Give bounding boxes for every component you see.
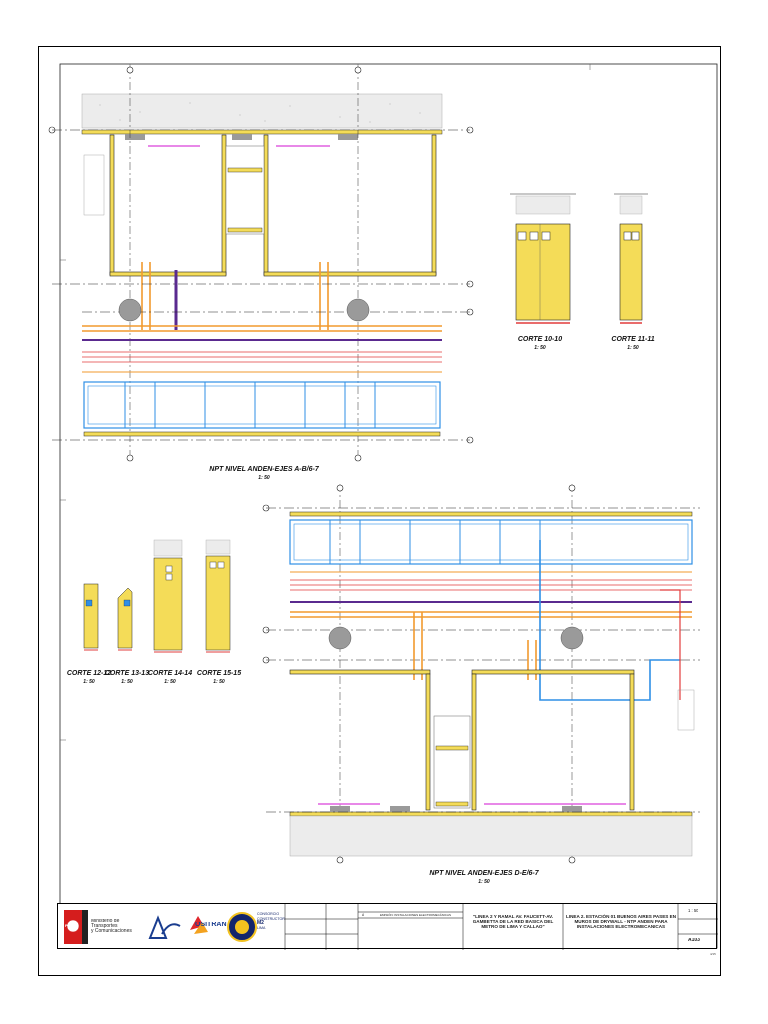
section-15-15: [206, 540, 230, 652]
revision-letter: A: [362, 913, 365, 917]
section-title: CORTE 10-10: [517, 336, 563, 343]
section-11-11: [614, 194, 648, 323]
section-14-14-caption: [145, 670, 195, 685]
section-title: CORTE 11-11: [611, 336, 655, 343]
revision-description: EMISIÓN: INSTALACIONES ELECTROMECÁNICAS: [380, 913, 451, 917]
page-counter: 4/15: [710, 952, 716, 956]
ministry-line2: y Comunicaciones: [91, 928, 132, 934]
plan-top: [49, 66, 473, 461]
section-11-11-caption: [603, 336, 663, 351]
consortium-line: CONSTRUCTOR: [257, 916, 285, 921]
section-scale: 1: 50: [83, 679, 95, 685]
sheet-number: A103: [688, 938, 700, 943]
ministry-name: [91, 919, 146, 934]
consortium-line: M2: [257, 920, 264, 927]
section-title: CORTE 15-15: [196, 670, 242, 677]
section-12-12: [84, 584, 98, 650]
plan-bottom: [263, 484, 700, 863]
section-10-10: [510, 194, 576, 323]
plan-bottom-caption: [424, 870, 544, 885]
plan-top-title: NPT NIVEL ANDEN-EJES A-B/6-7: [209, 466, 319, 473]
ministry-line1: Ministerio de Transportes: [91, 919, 120, 929]
section-scale: 1: 50: [164, 679, 176, 685]
title-block: [57, 903, 717, 949]
consortium-name: [257, 912, 285, 930]
scale-value: 1 : 50: [688, 908, 699, 913]
section-title: CORTE 13-13: [104, 670, 150, 677]
consortium-line: CONSORCIO: [257, 912, 280, 916]
ositran-logo-text: OSITRAN: [195, 922, 227, 927]
project-name: "LINEA 2 Y RAMAL AV. FAUCETT-AV. GAMBETTA DE LA RED BASICA DEL METRO DE LIMA Y CALLAO": [472, 914, 554, 929]
section-title: CORTE 12-12: [66, 670, 112, 677]
plan-top-caption: [204, 466, 324, 481]
drawing-title: LINEA 2. ESTACIÓN 01 BUENOS AIRES PASES EN MUROS DE DRYWALL - NTP ANDEN PARA INSTALACIONES ELECTROMECANICAS: [566, 914, 676, 929]
section-10-10-caption: [510, 336, 570, 351]
plan-top-scale: 1: 50: [258, 475, 270, 481]
section-scale: 1: 50: [121, 679, 133, 685]
plan-bottom-title: NPT NIVEL ANDEN-EJES D-E/6-7: [429, 870, 539, 877]
section-scale: 1: 50: [627, 345, 639, 351]
section-15-15-caption: [194, 670, 244, 685]
section-scale: 1: 50: [534, 345, 546, 351]
section-scale: 1: 50: [213, 679, 225, 685]
section-13-13: [118, 588, 132, 650]
consortium-line: LIMA: [257, 925, 266, 930]
section-14-14: [154, 540, 182, 652]
peru-label: PERÚ: [65, 923, 77, 928]
section-title: CORTE 14-14: [147, 670, 193, 677]
plan-bottom-scale: 1: 50: [478, 879, 490, 885]
